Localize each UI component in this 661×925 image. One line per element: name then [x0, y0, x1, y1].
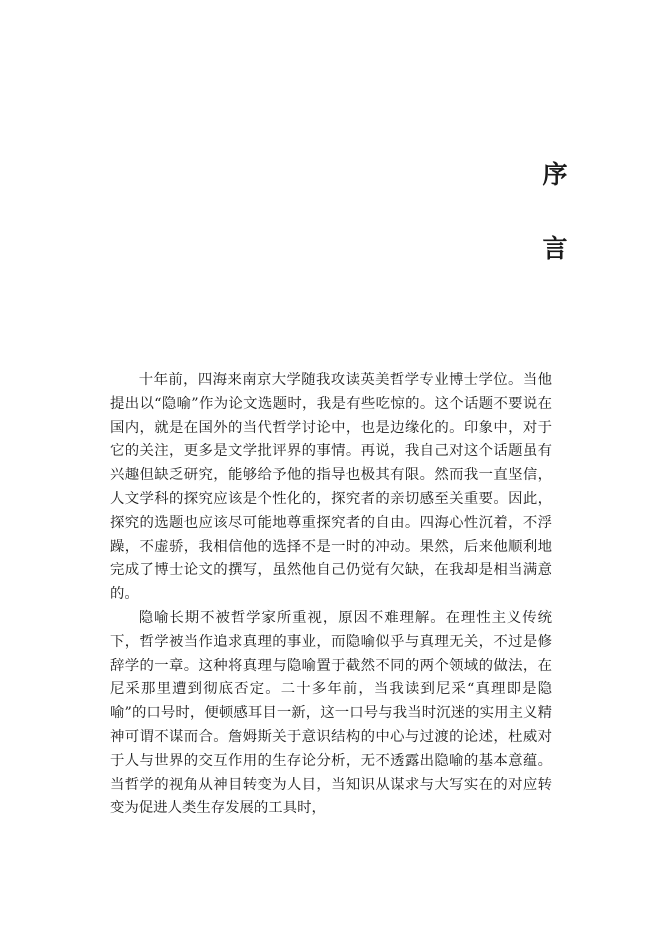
preface-body: [110, 369, 552, 821]
page-title: [540, 162, 570, 261]
title-char-1: 序: [542, 160, 568, 189]
title-char-2: 言: [542, 234, 568, 263]
paragraph-1: 十年前，四海来南京大学随我攻读英美哲学专业博士学位。当他提出以“隐喻”作为论文选题时，我是有些吃惊的。这个话题不要说在国内，就是在国外的当代哲学讨论中，也是边缘化的。印象中，对于它的关注，更多是文学批评界的事情。再说，我自己对这个话题虽有兴趣但缺乏研究，能够给予他的指导也极其有限。然而我一直坚信，人文学科的探究应该是个性化的，探究者的亲切感至关重要。因此，探究的选题也应该尽可能地尊重探究者的自由。四海心性沉着，不浮躁，不虚骄，我相信他的选择不是一时的冲动。果然，后来他顺利地完成了博士论文的撰写，虽然他自己仍觉有欠缺，在我却是相当满意的。: [110, 372, 552, 603]
paragraph-2: 隐喻长期不被哲学家所重视，原因不难理解。在理性主义传统下，哲学被当作追求真理的事业，而隐喻似乎与真理无关，不过是修辞学的一章。这种将真理与隐喻置于截然不同的两个领域的做法，在尼采那里遭到彻底否定。二十多年前，当我读到尼采“真理即是隐喻”的口号时，便顿感耳目一新，这一口号与我当时沉迷的实用主义精神可谓不谋而合。詹姆斯关于意识结构的中心与过渡的论述，杜威对于人与世界的交互作用的生存论分析，无不透露出隐喻的基本意蕴。当哲学的视角从神目转变为人目，当知识从谋求与大写实在的对应转变为促进人类生存发展的工具时，: [110, 609, 552, 817]
